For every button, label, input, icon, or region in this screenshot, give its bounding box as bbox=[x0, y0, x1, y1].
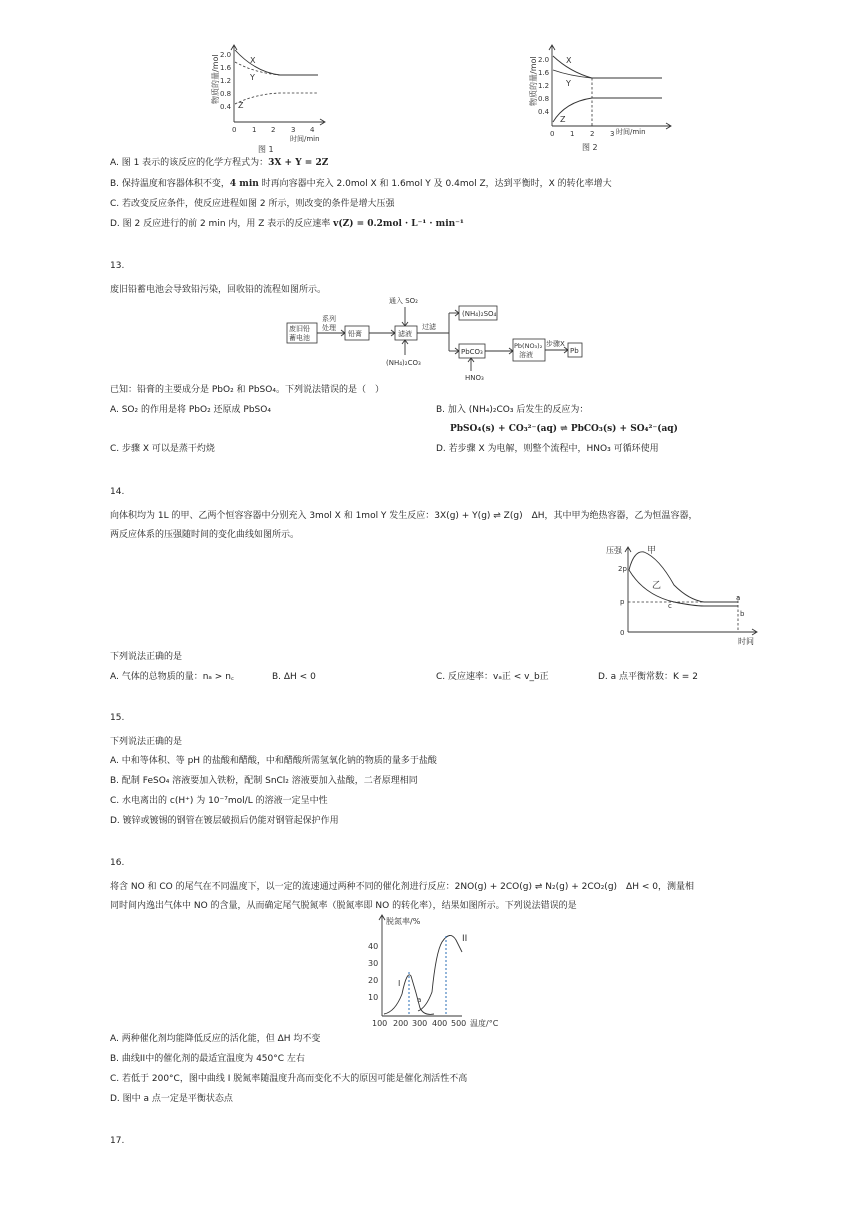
flow-liquid: 滤液 bbox=[398, 330, 412, 338]
y-tick: 1.2 bbox=[538, 82, 550, 90]
point-a: a bbox=[736, 594, 741, 602]
origin: 0 bbox=[620, 629, 625, 637]
y-tick: 10 bbox=[368, 993, 379, 1002]
q14-pressure-graph bbox=[604, 540, 764, 650]
flow-pbno3: Pb(NO₃)₂ bbox=[514, 342, 543, 350]
flow-so4: (NH₄)₂SO₄ bbox=[462, 310, 497, 318]
label-y: Y bbox=[566, 79, 571, 88]
q13-option-b-equation: PbSO₄(s) + CO₃²⁻(aq) ⇌ PbCO₃(s) + SO₄²⁻(aq) bbox=[450, 424, 678, 434]
y-axis-label: 脱氮率/% bbox=[386, 917, 421, 926]
y-tick: 1.6 bbox=[538, 69, 550, 77]
figure-1-graph bbox=[200, 42, 340, 154]
flow-pbno3: 溶液 bbox=[519, 351, 533, 359]
q13-stem: 废旧铅蓄电池会导致铅污染，回收铅的流程如图所示。 bbox=[110, 285, 327, 295]
q16-number: 16. bbox=[110, 858, 125, 868]
q17-number: 17. bbox=[110, 1136, 125, 1146]
q16-option-d: D. 图中 a 点一定是平衡状态点 bbox=[110, 1094, 233, 1104]
q16-option-b: B. 曲线II中的催化剂的最适宜温度为 450°C 左右 bbox=[110, 1054, 305, 1064]
x-axis-label: 时间/min bbox=[616, 128, 646, 136]
q14-ask: 下列说法正确的是 bbox=[110, 652, 183, 662]
point-c: c bbox=[668, 602, 672, 610]
flow-pre-label: 处理 bbox=[322, 324, 336, 332]
label-x: X bbox=[566, 56, 572, 65]
q13-flowchart bbox=[285, 295, 585, 387]
y-tick: 2.0 bbox=[220, 51, 232, 59]
flow-pre-label: 系列 bbox=[322, 315, 336, 323]
flow-pb: Pb bbox=[570, 347, 579, 355]
y-tick: 2.0 bbox=[538, 56, 550, 64]
x-tick: 2 bbox=[590, 130, 595, 138]
x-tick: 1 bbox=[252, 126, 257, 134]
figure-2-graph bbox=[520, 42, 680, 154]
flow-step-x: 步骤X bbox=[546, 340, 565, 348]
q15-ask: 下列说法正确的是 bbox=[110, 737, 183, 747]
q13-option-c: C. 步骤 X 可以是蒸干灼烧 bbox=[110, 444, 215, 454]
flow-paste: 铅膏 bbox=[348, 330, 362, 338]
x-tick: 3 bbox=[291, 126, 296, 134]
curve-yi bbox=[629, 570, 741, 606]
q15-option-d: D. 镀锌或镀锡的钢管在镀层破损后仍能对钢管起保护作用 bbox=[110, 816, 339, 826]
y-tick: 1.6 bbox=[220, 64, 232, 72]
label-curve-ii: II bbox=[462, 934, 468, 944]
x-tick: 4 bbox=[310, 126, 315, 134]
x-axis-label: 时间 bbox=[738, 637, 754, 646]
y-axis-label: 压强 bbox=[606, 546, 622, 555]
q16-option-c: C. 若低于 200°C，图中曲线 I 脱氮率随温度升高而变化不大的原因可能是催化剂活性不高 bbox=[110, 1074, 468, 1084]
figure-caption: 图 2 bbox=[582, 143, 598, 152]
flow-so2: 通入 SO₂ bbox=[389, 297, 418, 305]
curve-ii bbox=[418, 935, 462, 1011]
tick-2p: 2p bbox=[618, 565, 627, 573]
q14-option-a: A. 气体的总物质的量：nₐ > n꜀ bbox=[110, 672, 235, 682]
y-tick: 20 bbox=[368, 976, 379, 985]
flow-nh4co3: (NH₄)₂CO₃ bbox=[386, 359, 421, 367]
label-x: X bbox=[250, 56, 256, 65]
label-jia: 甲 bbox=[647, 546, 657, 556]
q15-option-a: A. 中和等体积、等 pH 的盐酸和醋酸，中和醋酸所需氢氧化钠的物质的量多于盐酸 bbox=[110, 756, 437, 766]
label-yi: 乙 bbox=[652, 581, 662, 591]
x-tick: 200 bbox=[393, 1019, 409, 1028]
flow-start: 蓄电池 bbox=[289, 334, 310, 342]
q12-option-c: C. 若改变反应条件，使反应进程如图 2 所示，则改变的条件是增大压强 bbox=[110, 199, 395, 209]
label-curve-i: I bbox=[398, 979, 401, 988]
curve-x bbox=[235, 50, 318, 75]
x-tick: 100 bbox=[372, 1019, 388, 1028]
q15-option-b: B. 配制 FeSO₄ 溶液要加入铁粉，配制 SnCl₂ 溶液要加入盐酸，二者原理相同 bbox=[110, 776, 418, 786]
q12-option-a: A. 图 1 表示的该反应的化学方程式为：3X + Y = 2Z bbox=[110, 158, 329, 168]
q13-option-a: A. SO₂ 的作用是将 PbO₂ 还原成 PbSO₄ bbox=[110, 405, 271, 415]
q13-option-b: B. 加入 (NH₄)₂CO₃ 后发生的反应为： bbox=[436, 405, 589, 415]
figure-caption: 图 1 bbox=[258, 145, 274, 154]
x-tick: 300 bbox=[412, 1019, 428, 1028]
q16-option-a: A. 两种催化剂均能降低反应的活化能，但 ΔH 均不变 bbox=[110, 1034, 321, 1044]
y-tick: 1.2 bbox=[220, 77, 232, 85]
q13-number: 13. bbox=[110, 261, 125, 271]
flow-filter: 过滤 bbox=[422, 323, 436, 331]
point-b: b bbox=[740, 610, 745, 618]
y-axis-label: 物质的量/mol bbox=[211, 54, 220, 104]
q14-stem-line2: 两反应体系的压强随时间的变化曲线如图所示。 bbox=[110, 530, 300, 540]
label-z: Z bbox=[560, 115, 566, 124]
q13-known: 已知：铅膏的主要成分是 PbO₂ 和 PbSO₄。下列说法错误的是（ ） bbox=[110, 385, 384, 395]
y-tick: 0.8 bbox=[538, 95, 550, 103]
q16-stem-line1: 将含 NO 和 CO 的尾气在不同温度下，以一定的流速通过两种不同的催化剂进行反应：2NO(g) + 2CO(g) ⇌ N₂(g) + 2CO₂(g) ΔH < 0，测量相 bbox=[110, 882, 694, 892]
q14-option-d: D. a 点平衡常数：K = 2 bbox=[598, 672, 698, 682]
flow-pbco3: PbCO₃ bbox=[461, 348, 483, 356]
x-axis-label: 时间/min bbox=[290, 135, 320, 143]
q12-option-d: D. 图 2 反应进行的前 2 min 内，用 Z 表示的反应速率 v(Z) = 0.2mol · L⁻¹ · min⁻¹ bbox=[110, 219, 464, 229]
q15-option-c: C. 水电离出的 c(H⁺) 为 10⁻⁷mol/L 的溶液一定呈中性 bbox=[110, 796, 328, 806]
y-tick: 30 bbox=[368, 959, 379, 968]
label-point-a: a bbox=[417, 996, 422, 1004]
q12-option-b: B. 保持温度和容器体积不变，4 min 时再向容器中充入 2.0mol X 和 1.6mol Y 及 0.4mol Z，达到平衡时，X 的转化率增大 bbox=[110, 179, 612, 189]
q16-denitrification-graph bbox=[362, 912, 512, 1030]
q16-stem-line2: 同时间内逸出气体中 NO 的含量，从而确定尾气脱氮率（脱氮率即 NO 的转化率），结果如图所示。下列说法错误的是 bbox=[110, 901, 577, 911]
x-tick: 0 bbox=[550, 130, 555, 138]
q13-option-d: D. 若步骤 X 为电解，则整个流程中，HNO₃ 可循环使用 bbox=[436, 444, 659, 454]
y-tick: 0.4 bbox=[220, 103, 232, 111]
tick-p: p bbox=[620, 598, 625, 606]
x-tick: 0 bbox=[232, 126, 237, 134]
label-y: Y bbox=[250, 73, 255, 82]
q14-stem-line1: 向体积均为 1L 的甲、乙两个恒容容器中分别充入 3mol X 和 1mol Y 发生反应：3X(g) + Y(g) ⇌ Z(g) ΔH，其中甲为绝热容器，乙为恒温容器， bbox=[110, 511, 698, 521]
label-z: Z bbox=[238, 101, 244, 110]
x-axis-label: 温度/°C bbox=[470, 1019, 499, 1028]
q14-option-b: B. ΔH < 0 bbox=[272, 672, 316, 682]
curve-jia bbox=[629, 552, 741, 602]
y-tick: 0.4 bbox=[538, 108, 550, 116]
y-tick: 40 bbox=[368, 942, 379, 951]
y-tick: 0.8 bbox=[220, 90, 232, 98]
x-tick: 1 bbox=[570, 130, 575, 138]
x-tick: 400 bbox=[432, 1019, 448, 1028]
q14-option-c: C. 反应速率：vₐ正 < v_b正 bbox=[436, 672, 549, 682]
flow-start: 废旧铅 bbox=[289, 325, 310, 333]
q15-number: 15. bbox=[110, 713, 125, 723]
q14-number: 14. bbox=[110, 487, 125, 497]
x-tick: 3 bbox=[610, 130, 615, 138]
x-tick: 500 bbox=[451, 1019, 467, 1028]
y-axis-label: 物质的量/mol bbox=[529, 56, 538, 106]
flow-hno3: HNO₃ bbox=[465, 374, 484, 382]
x-tick: 2 bbox=[271, 126, 276, 134]
